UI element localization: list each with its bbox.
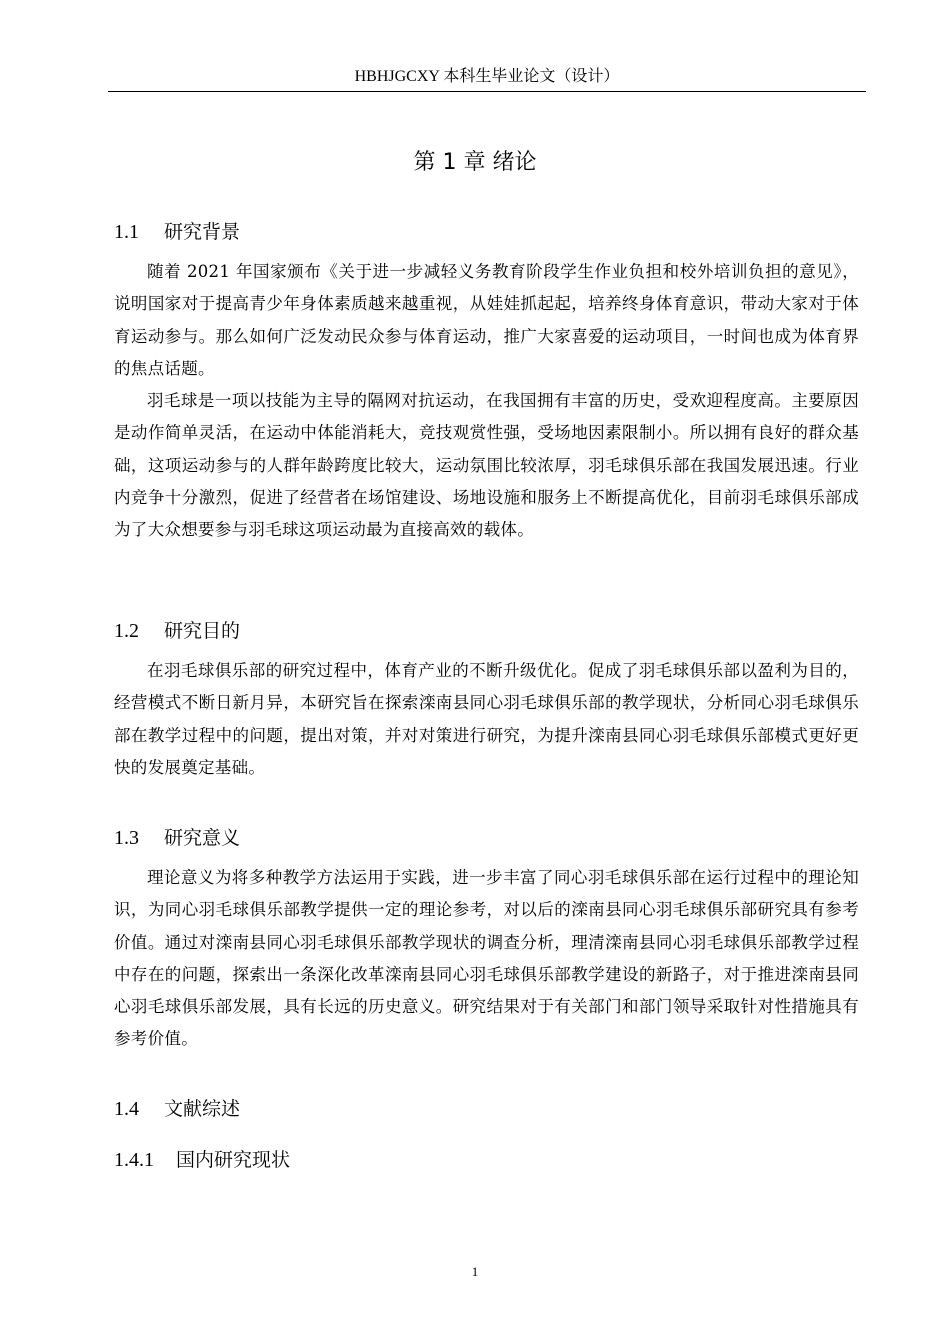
section-number: 1.3 bbox=[114, 827, 139, 849]
section-heading-1-3 bbox=[114, 824, 240, 852]
subsection-number: 1.4.1 bbox=[114, 1149, 154, 1171]
paragraph: 羽毛球是一项以技能为主导的隔网对抗运动，在我国拥有丰富的历史，受欢迎程度高。主要原因是动作简单灵活，在运动中体能消耗大，竞技观赏性强，受场地因素限制小。所以拥有良好的群众基础，这项运动参与的人群年龄跨度比较大，运动氛围比较浓厚，羽毛球俱乐部在我国发展迅速。行业内竞争十分激烈，促进了经营者在场馆建设、场地设施和服务上不断提高优化，目前羽毛球俱乐部成为了大众想要参与羽毛球这项运动最为直接高效的载体。 bbox=[114, 391, 859, 540]
section-heading-1-4 bbox=[114, 1095, 240, 1123]
section-title: 研究目的 bbox=[164, 620, 241, 642]
subsection-heading-1-4-1 bbox=[114, 1146, 290, 1174]
section-title: 文献综述 bbox=[164, 1098, 241, 1120]
paragraph: 随着 2021 年国家颁布《关于进一步减轻义务教育阶段学生作业负担和校外培训负担的意见》，说明国家对于提高青少年身体素质越来越重视，从娃娃抓起起，培养终身体育意识，带动大家对于体育运动参与。那么如何广泛发动民众参与体育运动，推广大家喜爱的运动项目，一时间也成为体育界的焦点话题。 bbox=[114, 262, 859, 378]
paragraph: 理论意义为将多种教学方法运用于实践，进一步丰富了同心羽毛球俱乐部在运行过程中的理论知识，为同心羽毛球俱乐部教学提供一定的理论参考，对以后的滦南县同心羽毛球俱乐部研究具有参考价值。通过对滦南县同心羽毛球俱乐部教学现状的调查分析，理清滦南县同心羽毛球俱乐部教学过程中存在的问题，探索出一条深化改革滦南县同心羽毛球俱乐部教学建设的新路子，对于推进滦南县同心羽毛球俱乐部发展，具有长远的历史意义。研究结果对于有关部门和部门领导采取针对性措施具有参考价值。 bbox=[114, 868, 859, 1049]
chapter-title: 第 1 章 绪论 bbox=[413, 150, 537, 175]
section-title: 研究背景 bbox=[164, 221, 241, 243]
section-heading-1-1 bbox=[114, 218, 240, 246]
section-number: 1.4 bbox=[114, 1098, 139, 1120]
section-heading-1-2 bbox=[114, 617, 240, 645]
section-number: 1.2 bbox=[114, 620, 139, 642]
subsection-title: 国内研究现状 bbox=[176, 1149, 291, 1171]
section-number: 1.1 bbox=[114, 221, 139, 243]
paragraph: 在羽毛球俱乐部的研究过程中，体育产业的不断升级优化。促成了羽毛球俱乐部以盈利为目的，经营模式不断日新月异，本研究旨在探索滦南县同心羽毛球俱乐部的教学现状，分析同心羽毛球俱乐部在教学过程中的问题，提出对策，并对对策进行研究，为提升滦南县同心羽毛球俱乐部模式更好更快的发展奠定基础。 bbox=[114, 661, 859, 777]
section-title: 研究意义 bbox=[164, 827, 241, 849]
running-header: HBHJGCXY 本科生毕业论文（设计） bbox=[354, 68, 620, 85]
header-rule bbox=[108, 91, 866, 92]
page-number: 1 bbox=[471, 1264, 479, 1279]
